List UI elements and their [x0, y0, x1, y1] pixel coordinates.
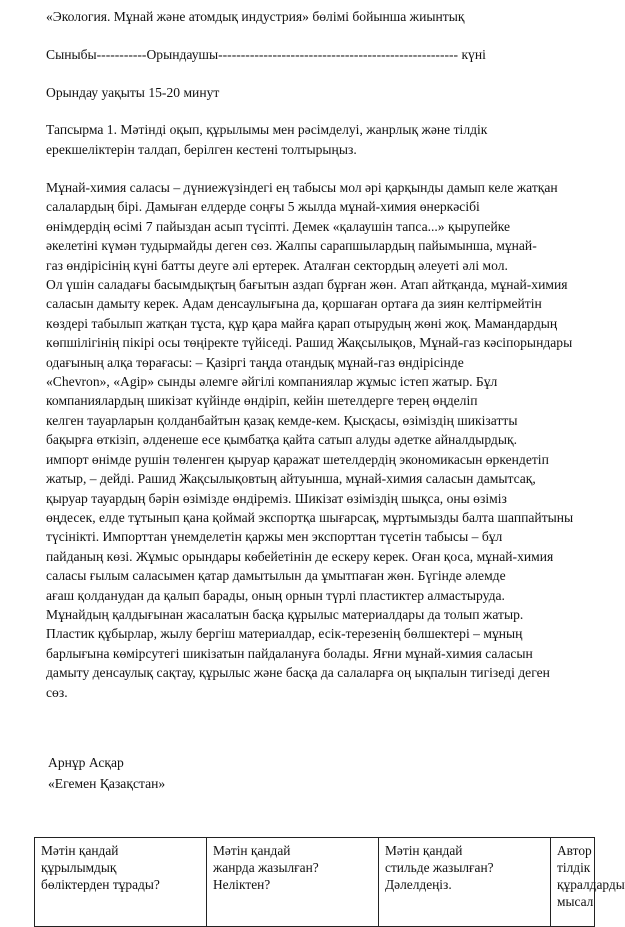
paragraph-line: түсінікті. Импорттан үнемделетін қаржы мен экспорттан түсетін табысы – бұл: [46, 529, 503, 545]
paragraph-line: өңдесек, елде тұтынып қана қоймай экспортқа шығарсақ, мұртымызды балта шаппайтыны: [46, 509, 574, 525]
paragraph-line: газ өндірісінің күні батты деуге әлі ертерек. Аталған сектордың әлеуеті әлі мол.: [46, 257, 508, 273]
paragraph-line: барлығына көмірсутегі шикізатын пайдалануға болады. Яғни мұнай-химия саласын: [46, 645, 533, 661]
paragraph-line: келген тауарларын қолданбайтын қазақ кемде-кем. Қысқасы, өзіміздің шикізатты: [46, 412, 518, 428]
paragraph-line: ағаш қолданудан да қалып барады, оның орнын түрлі пластиктер алмастыруда.: [46, 587, 505, 603]
task-instruction: [46, 120, 487, 160]
paragraph-line: Пластик құбырлар, жылу бергіш материалдар, есік-терезенің бөлшектері – мұның: [46, 626, 523, 642]
paragraph-line: сөз.: [46, 684, 68, 700]
paragraph-line: саласын дамыту керек. Адам денсаулығына да, қоршаған ортаға да зиян келтірмейтін: [46, 296, 542, 312]
class-executor-line: Сыныбы-----------Орындаушы----------------------------------------------------- күні: [46, 47, 486, 62]
paragraph-line: компаниялардың шикізат күйінде өндіріп, кейін шетелдерге терең өңделіп: [46, 393, 478, 409]
paragraph-line: әкелетіні күмән тудырмайды деген сөз. Жалпы сарапшылардың пайымынша, мұнай-: [46, 238, 537, 254]
paragraph-line: Ол үшін саладағы басымдықтың бағытын аздап бұрған жөн. Атап айтқанда, мұнай-химия: [46, 277, 568, 293]
analysis-table: [34, 837, 625, 927]
source-name: «Егемен Қазақстан»: [48, 776, 166, 791]
paragraph-line: өнімдердің өсімі 7 пайыздан асып түсіпті. Демек «қалаушін тапса...» қырупейке: [46, 218, 511, 234]
paragraph-line: одағының алқа төрағасы: – Қазіргі таңда отандық мұнай-газ өндірісінде: [46, 354, 464, 370]
paragraph-line: Мұнай-химия саласы – дүниежүзіндегі ең табысы мол әрі қарқынды дамып келе жатқан: [46, 180, 558, 195]
table-header-style[interactable]: Мәтін қандай стильде жазылған? Дәлелдеңіз.: [379, 838, 551, 927]
paragraph-line: Мұнайдың қалдығынан жасалатын басқа құрылыс материалдары да толып жатыр.: [46, 606, 524, 622]
paragraph-line: көздері табылып жатқан тұста, құр қара майға қарап отырудың жөні жоқ. Мамандардың: [46, 315, 558, 331]
paragraph-line: пайданың көзі. Жұмыс орындары көбейетінін де ескеру керек. Оған қоса, мұнай-химия: [46, 548, 554, 564]
task-line: ерекшеліктерін талдап, берілген кестені толтырыңыз.: [46, 142, 357, 157]
table-header-language-tools[interactable]: Автор тілдік құралдарды мысал: [551, 838, 595, 927]
paragraph-line: бақырға өткізіп, әлденеше есе қымбатқа қайта сатып алуды әдетке айналдырдық.: [46, 432, 517, 448]
document-title: «Экология. Мұнай және атомдық индустрия» бөлімі бойынша жиынтық: [46, 9, 465, 24]
author-name: Арнұр Асқар: [48, 755, 124, 770]
paragraph-line: жатыр, – дейді. Рашид Жақсылықовтың айтуынша, мұнай-химия саласын дамытсақ,: [46, 471, 536, 487]
paragraph-line: дамыту денсаулық сақтау, құрылыс және басқа да салаларға оң ықпалын тигізеді деген: [46, 665, 550, 681]
paragraph-line: саласы ғылым саласымен қатар дамытылын да ұмытпаған жөн. Бүгінде әлемде: [46, 568, 506, 584]
article-attribution: [48, 752, 165, 794]
paragraph-line: көпшілігінің пікірі осы төңіректе түйіседі. Рашид Жақсылықов, Мұнай-газ кәсіпорындары: [46, 335, 573, 351]
paragraph-line: салалардың бірі. Дамыған елдерде соңғы 5 жылда мұнай-химия өнеркәсібі: [46, 199, 480, 215]
table-header-structure[interactable]: Мәтін қандай құрылымдық бөліктерден тұрады?: [35, 838, 207, 927]
paragraph-line: қыруар тауардың бәрін өзімізде өндіреміз. Шикізат өзіміздің шықса, оны өзіміз: [46, 490, 507, 506]
task-line: Тапсырма 1. Мәтінді оқып, құрылымы мен рәсімделуі, жанрлық және тілдік: [46, 122, 488, 137]
paragraph-line: «Chevron», «Agip» сынды әлемге әйгілі компаниялар жұмыс істеп жатыр. Бұл: [46, 374, 498, 390]
table-header-genre[interactable]: Мәтін қандай жанрда жазылған? Неліктен?: [207, 838, 379, 927]
article-paragraph: [46, 178, 573, 702]
paragraph-line: импорт өнімде рушін төленген қыруар қаражат шетелдердің экономикасын өркендетіп: [46, 451, 549, 467]
table-row: [35, 838, 595, 927]
execution-time: Орындау уақыты 15-20 минут: [46, 85, 220, 100]
